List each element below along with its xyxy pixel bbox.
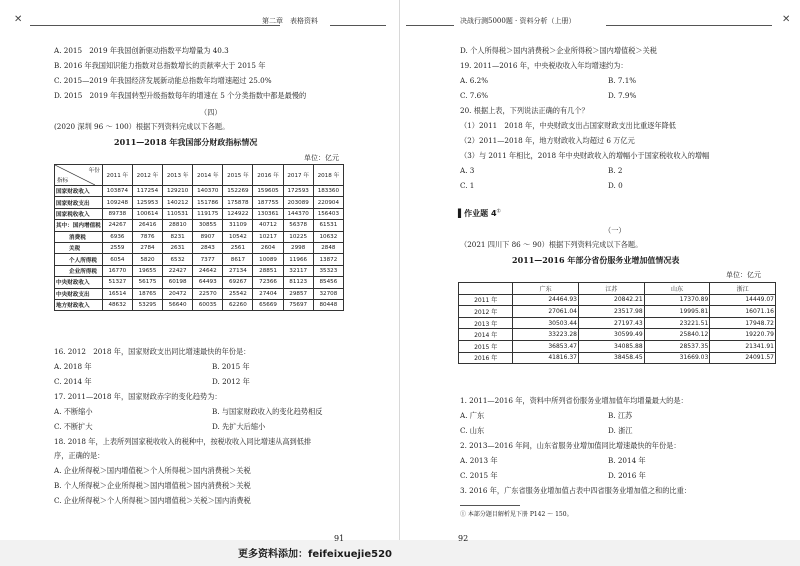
table-cell: 5820: [132, 254, 162, 265]
option-c: C. 2015—2019 年我国经济发展新动能总指数年均增速超过 25.0%: [54, 76, 272, 85]
table-cell: 7377: [193, 254, 223, 265]
year-header: 2018 年: [313, 165, 343, 186]
table-cell: 32117: [283, 265, 313, 276]
row-label: 国家税收收入: [55, 208, 103, 219]
q1-option-d: D. 浙江: [608, 426, 633, 435]
table-cell: 2848: [313, 242, 343, 253]
binding-mark-icon: ✕: [782, 14, 791, 25]
table-cell: 117254: [132, 186, 162, 197]
row-year: 2014 年: [459, 329, 513, 341]
table-cell: 10632: [313, 231, 343, 242]
table-row: [55, 254, 344, 265]
table-cell: 34085.88: [579, 340, 645, 352]
table-cell: 28851: [253, 265, 283, 276]
table-cell: 152269: [223, 186, 253, 197]
table-cell: 14449.07: [710, 294, 776, 306]
q18-stem: 18. 2018 年，上表所列国家税收收入的税种中，按税收收入同比增速从高到低排: [54, 437, 312, 446]
table-cell: 19220.79: [710, 329, 776, 341]
table-cell: 16514: [102, 288, 132, 299]
q18-option-a: A. 企业所得税＞国内增值税＞个人所得税＞国内消费税＞关税: [54, 466, 251, 475]
table-cell: 75697: [283, 299, 313, 310]
table-cell: 8231: [163, 231, 193, 242]
row-year: 2011 年: [459, 294, 513, 306]
header-rule: [606, 25, 772, 26]
service-table: [458, 282, 776, 364]
unit-label: 单位：亿元: [304, 154, 339, 162]
q2-option-a: A. 2013 年: [460, 456, 498, 465]
row-label: 其中：国内增值税: [55, 220, 103, 231]
q19-option-a: A. 6.2%: [460, 76, 489, 85]
table-title: 2011—2016 年部分省份服务业增加值情况表: [512, 255, 680, 265]
table-cell: 36853.47: [513, 340, 579, 352]
q19-option-d: D. 7.9%: [608, 91, 637, 100]
table-cell: 28537.35: [644, 340, 710, 352]
table-cell: 22427: [163, 265, 193, 276]
page-number-left: 91: [334, 534, 345, 543]
year-header: 2015 年: [223, 165, 253, 186]
year-header: 2012 年: [132, 165, 162, 186]
q20-option-c: C. 1: [460, 181, 475, 190]
table-row: [55, 231, 344, 242]
table-row: [55, 277, 344, 288]
q16-option-a: A. 2018 年: [54, 362, 92, 371]
q19-option-b: B. 7.1%: [608, 76, 637, 85]
province-header: 广东: [513, 283, 579, 295]
table-cell: 24464.93: [513, 294, 579, 306]
q20-statement-3: （3）与 2011 年相比，2018 年中央财政收入的增幅小于国家税收收入的增幅: [460, 151, 710, 160]
q1-option-a: A. 广东: [460, 411, 485, 420]
table-cell: 27061.04: [513, 306, 579, 318]
table-cell: 80448: [313, 299, 343, 310]
table-cell: 69267: [223, 277, 253, 288]
table-row: [459, 306, 776, 318]
table-cell: 56378: [283, 220, 313, 231]
table-cell: 85456: [313, 277, 343, 288]
year-header: 2013 年: [163, 165, 193, 186]
q17-option-a: A. 不断缩小: [54, 407, 93, 416]
table-cell: 156403: [313, 208, 343, 219]
table-row: [55, 186, 344, 197]
table-cell: 8617: [223, 254, 253, 265]
table-cell: 22570: [193, 288, 223, 299]
q17-option-c: C. 不断扩大: [54, 422, 93, 431]
table-cell: 60198: [163, 277, 193, 288]
header-rule: [30, 25, 280, 26]
table-cell: 30855: [193, 220, 223, 231]
table-cell: 62260: [223, 299, 253, 310]
row-year: 2016 年: [459, 352, 513, 364]
table-row: [55, 208, 344, 219]
chapter-header: 第二章 表格资料: [262, 17, 318, 25]
table-cell: 23517.98: [579, 306, 645, 318]
table-cell: 26416: [132, 220, 162, 231]
table-row: [55, 299, 344, 310]
table-cell: 151786: [193, 197, 223, 208]
table-cell: 6054: [102, 254, 132, 265]
table-cell: 48632: [102, 299, 132, 310]
table-cell: 10217: [253, 231, 283, 242]
table-cell: 172593: [283, 186, 313, 197]
q20-option-d: D. 0: [608, 181, 623, 190]
table-cell: 10225: [283, 231, 313, 242]
table-header-row: [55, 165, 344, 186]
table-cell: 183360: [313, 186, 343, 197]
finance-table-body: [55, 186, 344, 311]
table-cell: 31109: [223, 220, 253, 231]
table-cell: 25542: [223, 288, 253, 299]
page-number-right: 92: [458, 534, 469, 543]
table-header-row: [459, 283, 776, 295]
q19-option-c: C. 7.6%: [460, 91, 489, 100]
table-cell: 2843: [193, 242, 223, 253]
table-cell: 61531: [313, 220, 343, 231]
table-cell: 140212: [163, 197, 193, 208]
q18-stem-cont: 序，正确的是：: [54, 451, 105, 460]
header-year-label: 年份: [88, 168, 100, 174]
row-year: 2015 年: [459, 340, 513, 352]
header-rule-right: [330, 25, 386, 26]
q1-stem: 1. 2011—2016 年，资料中所列省份服务业增加值年均增量最大的是：: [460, 396, 688, 405]
q17-option-d: D. 先扩大后缩小: [212, 422, 266, 431]
right-page: [400, 0, 800, 543]
option-b: B. 2016 年我国知识能力指数对总指数增长的贡献率大于 2015 年: [54, 61, 266, 70]
table-cell: 203089: [283, 197, 313, 208]
table-cell: 24642: [193, 265, 223, 276]
exercise-heading: ▌作业题 4①: [458, 208, 501, 218]
table-row: [459, 352, 776, 364]
q20-option-b: B. 2: [608, 166, 623, 175]
table-cell: 124922: [223, 208, 253, 219]
table-cell: 119175: [193, 208, 223, 219]
table-cell: 33223.28: [513, 329, 579, 341]
table-cell: 10542: [223, 231, 253, 242]
province-header: 江苏: [579, 283, 645, 295]
table-cell: 10089: [253, 254, 283, 265]
row-label: 中央财政支出: [55, 288, 103, 299]
row-label: 关税: [55, 242, 103, 253]
header-rule-left: [406, 25, 454, 26]
table-cell: 2604: [253, 242, 283, 253]
year-header: 2017 年: [283, 165, 313, 186]
year-header: 2014 年: [193, 165, 223, 186]
q1-option-c: C. 山东: [460, 426, 485, 435]
table-cell: 16071.16: [710, 306, 776, 318]
table-cell: 81123: [283, 277, 313, 288]
section-heading: （一）: [604, 226, 626, 235]
binding-mark-icon: ✕: [14, 14, 23, 25]
province-header: 浙江: [710, 283, 776, 295]
table-cell: 2559: [102, 242, 132, 253]
q20-statement-2: （2）2011—2018 年，地方财政收入均超过 6 万亿元: [460, 136, 635, 145]
footnote-rule: [460, 505, 520, 506]
table-cell: 19995.81: [644, 306, 710, 318]
q2-option-c: C. 2015 年: [460, 471, 498, 480]
option-d: D. 2015 2019 年我国转型升级指数每年的增速在 5 个分类指数中都是最慢的: [54, 91, 307, 100]
table-cell: 6532: [163, 254, 193, 265]
table-cell: 25840.12: [644, 329, 710, 341]
q16-option-c: C. 2014 年: [54, 377, 92, 386]
table-cell: 109248: [102, 197, 132, 208]
q20-option-a: A. 3: [460, 166, 475, 175]
table-cell: 110531: [163, 208, 193, 219]
table-row: [55, 265, 344, 276]
q16-option-d: D. 2012 年: [212, 377, 250, 386]
table-cell: 21341.91: [710, 340, 776, 352]
table-title: 2011—2018 年我国部分财政指标情况: [114, 137, 258, 147]
table-cell: 2561: [223, 242, 253, 253]
q2-option-d: D. 2016 年: [608, 471, 646, 480]
row-label: 中央财政收入: [55, 277, 103, 288]
table-cell: 27404: [253, 288, 283, 299]
table-row: [55, 242, 344, 253]
q20-statement-1: （1）2011 2018 年，中央财政支出占国家财政支出比重逐年降低: [460, 121, 676, 130]
table-row: [459, 294, 776, 306]
table-cell: 27197.43: [579, 317, 645, 329]
table-cell: 2631: [163, 242, 193, 253]
corner-cell: [459, 283, 513, 295]
table-cell: 35323: [313, 265, 343, 276]
row-year: 2013 年: [459, 317, 513, 329]
table-cell: 19655: [132, 265, 162, 276]
q18-option-c: C. 企业所得税＞个人所得税＞国内增值税＞关税＞国内消费税: [54, 496, 251, 505]
table-cell: 130361: [253, 208, 283, 219]
table-row: [459, 317, 776, 329]
table-cell: 159605: [253, 186, 283, 197]
section-heading: （四）: [200, 108, 222, 117]
year-header: 2011 年: [102, 165, 132, 186]
table-cell: 20842.21: [579, 294, 645, 306]
table-cell: 51327: [102, 277, 132, 288]
table-cell: 41816.37: [513, 352, 579, 364]
q17-option-b: B. 与国家财政收入的变化趋势相反: [212, 407, 323, 416]
row-label: 消费税: [55, 231, 103, 242]
table-cell: 8907: [193, 231, 223, 242]
row-label: 国家财政收入: [55, 186, 103, 197]
q2-stem: 2. 2013—2016 年间，山东省服务业增加值同比增速最快的年份是：: [460, 441, 681, 450]
table-cell: 56175: [132, 277, 162, 288]
q16-option-b: B. 2015 年: [212, 362, 250, 371]
table-cell: 7876: [132, 231, 162, 242]
table-cell: 18765: [132, 288, 162, 299]
exercise-footnote-mark: ①: [496, 208, 501, 215]
finance-table: [54, 164, 344, 311]
table-cell: 31669.03: [644, 352, 710, 364]
table-cell: 175878: [223, 197, 253, 208]
table-cell: 220904: [313, 197, 343, 208]
left-page: [0, 0, 400, 543]
table-cell: 30599.49: [579, 329, 645, 341]
table-cell: 125953: [132, 197, 162, 208]
q17-stem: 17. 2011—2018 年，国家财政赤字的变化趋势为：: [54, 392, 222, 401]
q1-option-b: B. 江苏: [608, 411, 633, 420]
year-header: 2016 年: [253, 165, 283, 186]
table-row: [459, 329, 776, 341]
q20-stem: 20. 根据上表，下列说法正确的有几个？: [460, 106, 589, 115]
table-cell: 65669: [253, 299, 283, 310]
row-year: 2012 年: [459, 306, 513, 318]
table-cell: 29857: [283, 288, 313, 299]
table-cell: 60035: [193, 299, 223, 310]
q2-option-b: B. 2014 年: [608, 456, 646, 465]
diagonal-header-cell: [55, 165, 103, 186]
table-cell: 11966: [283, 254, 313, 265]
table-row: [55, 197, 344, 208]
table-cell: 32708: [313, 288, 343, 299]
province-header: 山东: [644, 283, 710, 295]
exercise-title: 作业题 4: [464, 209, 497, 218]
table-cell: 27134: [223, 265, 253, 276]
option-a: A. 2015 2019 年我国创新驱动指数平均增量为 40.3: [54, 46, 229, 55]
table-cell: 17948.72: [710, 317, 776, 329]
row-label: 企业所得税: [55, 265, 103, 276]
table-cell: 30503.44: [513, 317, 579, 329]
table-cell: 100614: [132, 208, 162, 219]
table-cell: 187755: [253, 197, 283, 208]
header-indicator-label: 指标: [57, 178, 69, 184]
q3-stem: 3. 2016 年，广东省服务业增加值占表中四省服务业增加值之和的比重：: [460, 486, 691, 495]
table-cell: 103874: [102, 186, 132, 197]
q19-stem: 19. 2011—2016 年，中央税收收入年均增速约为：: [460, 61, 628, 70]
footnote: ① 本部分题目解析见下册 P142 ～ 150。: [460, 511, 573, 518]
table-cell: 17370.89: [644, 294, 710, 306]
table-cell: 38458.45: [579, 352, 645, 364]
table-cell: 144370: [283, 208, 313, 219]
table-cell: 28810: [163, 220, 193, 231]
q18-option-d: D. 个人所得税＞国内消费税＞企业所得税＞国内增值税＞关税: [460, 46, 657, 55]
table-cell: 2784: [132, 242, 162, 253]
book-header: 决战行测5000题 · 资料分析（上册）: [460, 17, 576, 25]
table-row: [459, 340, 776, 352]
table-cell: 40712: [253, 220, 283, 231]
table-cell: 56640: [163, 299, 193, 310]
table-cell: 2998: [283, 242, 313, 253]
row-label: 国家财政支出: [55, 197, 103, 208]
footer-contact: 更多资料添加：feifeixuejie520: [238, 549, 392, 560]
q16-stem: 16. 2012 2018 年，国家财政支出同比增速最快的年份是：: [54, 347, 251, 356]
table-cell: 23221.51: [644, 317, 710, 329]
table-cell: 6936: [102, 231, 132, 242]
row-label: 地方财政收入: [55, 299, 103, 310]
table-cell: 24091.57: [710, 352, 776, 364]
table-cell: 13872: [313, 254, 343, 265]
q18-option-b: B. 个人所得税＞企业所得税＞国内增值税＞国内消费税＞关税: [54, 481, 251, 490]
table-row: [55, 288, 344, 299]
table-cell: 140370: [193, 186, 223, 197]
table-cell: 72366: [253, 277, 283, 288]
table-cell: 16770: [102, 265, 132, 276]
intro-text: （2021 四川下 86 ～ 90）根据下列资料完成以下各题。: [460, 240, 643, 249]
table-cell: 129210: [163, 186, 193, 197]
unit-label: 单位：亿元: [726, 271, 761, 279]
table-cell: 89738: [102, 208, 132, 219]
table-cell: 24267: [102, 220, 132, 231]
table-cell: 53295: [132, 299, 162, 310]
table-row: [55, 220, 344, 231]
intro-text: (2020 深圳 96 ～ 100）根据下列资料完成以下各题。: [54, 122, 230, 131]
table-cell: 20472: [163, 288, 193, 299]
table-cell: 64493: [193, 277, 223, 288]
row-label: 个人所得税: [55, 254, 103, 265]
service-table-body: [459, 294, 776, 364]
